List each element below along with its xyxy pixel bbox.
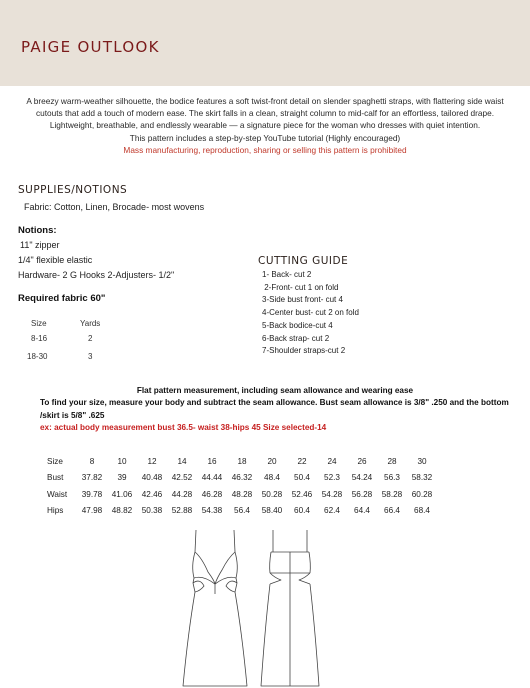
fabric-required: Required fabric 60" bbox=[18, 293, 106, 304]
size-chart-cell: 44.44 bbox=[201, 473, 223, 483]
size-chart-cell: 46.28 bbox=[201, 489, 223, 499]
yardage-size-range: 8-16 bbox=[31, 334, 48, 343]
cutting-item: 3-Side bust front- cut 4 bbox=[262, 295, 343, 305]
size-chart-cell: 28 bbox=[387, 456, 397, 466]
size-chart-cell: 54.28 bbox=[321, 489, 343, 499]
measurement-example: ex: actual body measurement bust 36.5- waist 38-hips 45 Size selected-14 bbox=[40, 422, 327, 432]
size-chart-cell: 41.06 bbox=[111, 489, 133, 499]
size-chart-cell: 39 bbox=[117, 473, 127, 483]
notions-heading: Notions: bbox=[18, 225, 57, 236]
size-chart-cell: 50.4 bbox=[294, 473, 310, 483]
size-chart-row bbox=[47, 470, 437, 487]
size-chart-cell: 50.38 bbox=[141, 506, 163, 516]
notion-zipper: 11" zipper bbox=[20, 240, 60, 250]
copyright-warning: Mass manufacturing, reproduction, sharing or selling this pattern is prohibited bbox=[123, 144, 407, 155]
size-chart-row bbox=[47, 486, 437, 503]
size-chart-cell: 56.3 bbox=[384, 473, 400, 483]
size-chart-cell: 56.28 bbox=[351, 489, 373, 499]
size-chart-cell: 52.88 bbox=[171, 506, 193, 516]
size-chart-cell: 48.28 bbox=[231, 489, 253, 499]
size-chart-row-label: Size bbox=[47, 456, 63, 466]
notion-elastic: 1/4" flexible elastic bbox=[18, 255, 93, 265]
fabric-line: Fabric: Cotton, Linen, Brocade- most wovens bbox=[24, 202, 205, 212]
yardage-header-size: Size bbox=[31, 319, 47, 328]
size-chart-cell: 44.28 bbox=[171, 489, 193, 499]
size-chart-cell: 48.82 bbox=[111, 506, 133, 516]
cutting-item: 4-Center bust- cut 2 on fold bbox=[262, 308, 359, 318]
size-chart-cell: 50.28 bbox=[261, 489, 283, 499]
size-chart-cell: 24 bbox=[327, 456, 337, 466]
size-chart-cell: 40.48 bbox=[141, 473, 163, 483]
size-chart-cell: 37.82 bbox=[81, 473, 103, 483]
notion-hardware: Hardware- 2 G Hooks 2-Adjusters- 1/2" bbox=[18, 270, 175, 280]
size-chart-row-label: Bust bbox=[47, 473, 64, 483]
size-chart-cell: 56.4 bbox=[234, 506, 250, 516]
size-chart-cell: 46.32 bbox=[231, 473, 253, 483]
size-chart-cell: 60.28 bbox=[411, 489, 433, 499]
pattern-description: A breezy warm-weather silhouette, the bodice features a soft twist-front detail on slender spaghetti straps, with flattering side waist cutouts that add a touch of modern ease. The skirt falls in a clean, straight column to mid-calf for an effortless, tailored drape. Lightweight, breathable, and endlessly wearable — a signature piece for the woman who dresses with quiet intention. bbox=[26, 96, 504, 131]
size-chart-cell: 58.32 bbox=[411, 473, 433, 483]
size-chart-cell: 12 bbox=[147, 456, 157, 466]
size-chart-cell: 52.46 bbox=[291, 489, 313, 499]
intro-block bbox=[14, 95, 516, 156]
size-chart-cell: 8 bbox=[89, 456, 95, 466]
page-title: PAIGE OUTLOOK bbox=[21, 38, 160, 56]
size-chart-row bbox=[47, 453, 437, 470]
cutting-item: 2-Front- cut 1 on fold bbox=[262, 282, 339, 292]
size-chart-cell: 18 bbox=[237, 456, 247, 466]
size-chart-row bbox=[47, 503, 437, 520]
dress-back-sketch bbox=[255, 528, 330, 688]
size-chart-cell: 42.46 bbox=[141, 489, 163, 499]
size-chart-cell: 16 bbox=[207, 456, 217, 466]
size-chart-cell: 58.40 bbox=[261, 506, 283, 516]
size-chart-cell: 60.4 bbox=[294, 506, 310, 516]
size-chart-cell: 54.24 bbox=[351, 473, 373, 483]
size-chart-cell: 30 bbox=[417, 456, 427, 466]
size-chart-cell: 62.4 bbox=[324, 506, 340, 516]
size-chart-cell: 68.4 bbox=[414, 506, 430, 516]
size-chart-cell: 66.4 bbox=[384, 506, 400, 516]
size-chart-cell: 48.4 bbox=[264, 473, 280, 483]
supplies-heading: SUPPLIES/NOTIONS bbox=[18, 184, 128, 196]
yardage-amount: 3 bbox=[88, 352, 93, 361]
size-chart-cell: 47.98 bbox=[81, 506, 103, 516]
size-chart-cell: 52.3 bbox=[324, 473, 340, 483]
size-chart-row-label: Hips bbox=[47, 506, 64, 516]
measurement-heading: Flat pattern measurement, including seam allowance and wearing ease bbox=[136, 386, 414, 395]
size-chart bbox=[47, 453, 437, 519]
size-chart-cell: 14 bbox=[177, 456, 187, 466]
header-band bbox=[0, 0, 530, 86]
size-chart-cell: 26 bbox=[357, 456, 367, 466]
size-chart-cell: 20 bbox=[267, 456, 277, 466]
size-chart-row-label: Waist bbox=[47, 489, 68, 499]
cutting-item: 1- Back- cut 2 bbox=[262, 270, 312, 279]
size-chart-cell: 22 bbox=[297, 456, 307, 466]
size-chart-cell: 64.4 bbox=[354, 506, 370, 516]
cutting-item: 5-Back bodice-cut 4 bbox=[262, 320, 333, 330]
size-chart-cell: 54.38 bbox=[201, 506, 223, 516]
yardage-header-yards: Yards bbox=[80, 319, 101, 328]
size-chart-cell: 42.52 bbox=[171, 473, 193, 483]
tutorial-note: This pattern includes a step-by-step YouTube tutorial (Highly encouraged) bbox=[129, 132, 401, 143]
measurement-notes bbox=[40, 385, 510, 434]
cutting-list bbox=[262, 269, 359, 358]
cutting-item: 6-Back strap- cut 2 bbox=[262, 333, 330, 343]
yardage-size-range: 18-30 bbox=[27, 352, 48, 361]
size-chart-cell: 10 bbox=[117, 456, 127, 466]
cutting-guide-heading: CUTTING GUIDE bbox=[258, 255, 349, 267]
cutting-item: 7-Shoulder straps-cut 2 bbox=[262, 346, 346, 356]
size-chart-cell: 39.78 bbox=[81, 489, 103, 499]
size-chart-cell: 58.28 bbox=[381, 489, 403, 499]
yardage-amount: 2 bbox=[88, 334, 93, 343]
dress-front-sketch bbox=[178, 528, 253, 688]
measurement-instructions: To find your size, measure your body and subtract the seam allowance. Bust seam allowance is 3/8" .250 and the bottom /skirt is 5/8" .625 bbox=[40, 398, 509, 420]
